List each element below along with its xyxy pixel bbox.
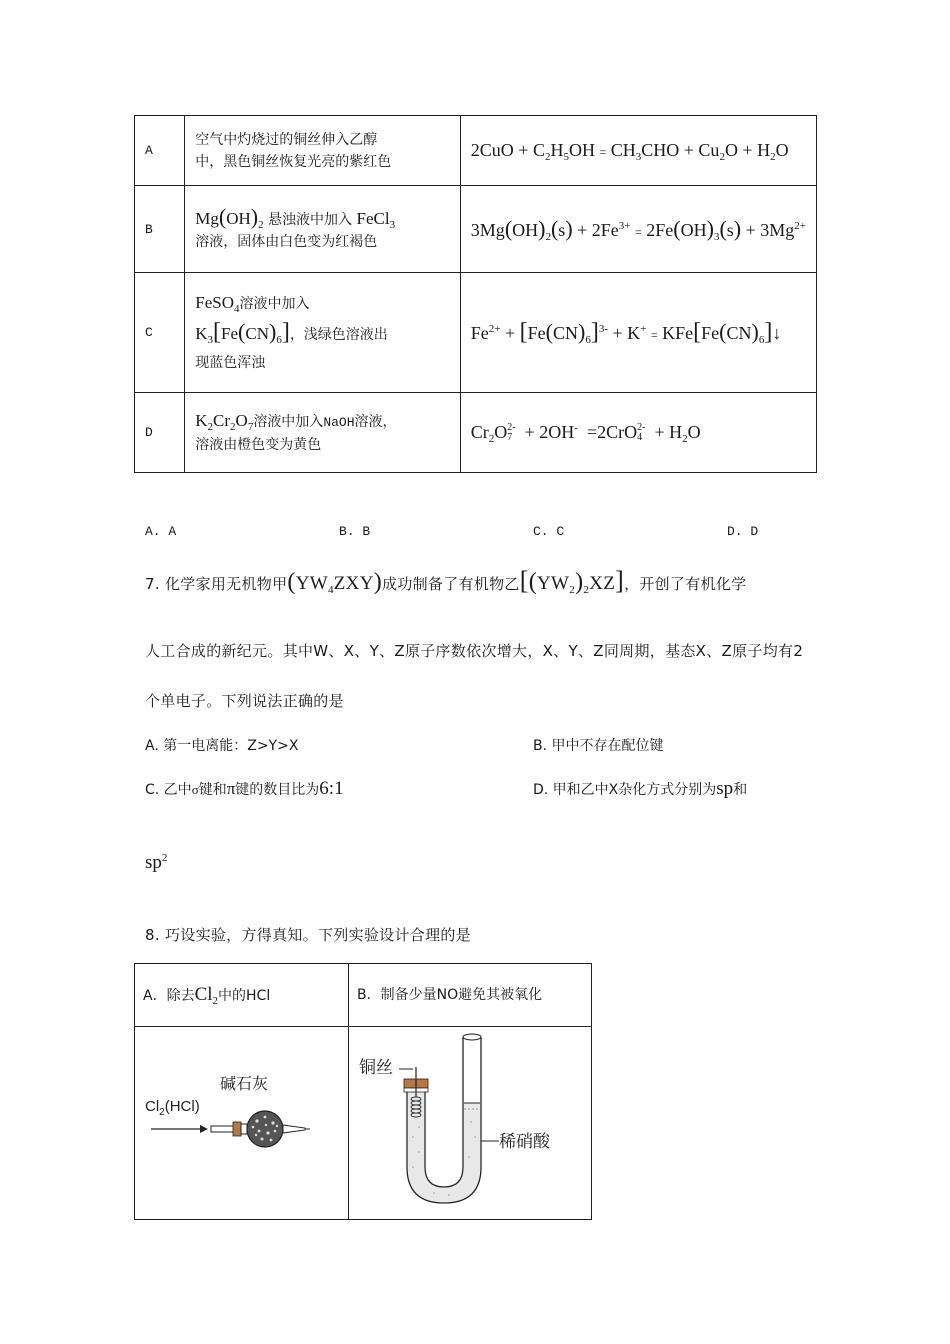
q7-option-b[interactable]: B. 甲中不存在配位键 (533, 738, 664, 754)
table-row (135, 393, 817, 473)
question-text: 成功制备了有机物乙 (382, 575, 520, 593)
header-text: A．除去 (143, 987, 195, 1004)
outlet-cone (283, 1125, 305, 1133)
gas-label: $Cl_2(HCl)$ (145, 1098, 200, 1118)
option-text: 键的数目比为 (235, 782, 320, 798)
row-equation (460, 116, 816, 186)
header-text: 中的HCl (218, 987, 271, 1004)
drying-tube-figure (135, 1027, 340, 1215)
row-label: C (135, 273, 185, 393)
hybrid-sp2: $sp^2$ (145, 852, 168, 873)
description-text: 溶液，固体由白色变为红褐色 (195, 233, 378, 250)
tube-rim (463, 1034, 481, 1040)
table-row (135, 186, 817, 273)
option-text: 和 (733, 782, 748, 798)
hybrid-sp: sp (716, 778, 734, 799)
wire-label: 铜丝 (359, 1058, 393, 1078)
description-text: 现蓝色浑浊 (195, 354, 266, 371)
question-7-line-1 (145, 566, 747, 596)
formula: $Cl_2$ (194, 983, 219, 1007)
description-text: 悬浊液中加入 (268, 211, 353, 228)
acid-label: 稀硝酸 (499, 1132, 550, 1152)
formula-jia: $(YW_4ZXY)$ (287, 569, 383, 596)
q7-option-a[interactable]: A. 第一电离能：Z>Y>X (145, 738, 299, 754)
row-description (185, 393, 461, 473)
row-description (185, 186, 461, 273)
pi-symbol: π (226, 779, 236, 798)
question-8-stem: 8. 巧设实验，方得真知。下列实验设计合理的是 (145, 926, 471, 944)
description-text: 溶液中加入 (239, 295, 310, 312)
question-text: ，开创了有机化学 (624, 575, 747, 593)
question-7-line-2: 人工合成的新纪元。其中W、X、Y、Z原子序数依次增大，X、Y、Z同周期，基态X、Z原子均有2 (145, 642, 804, 660)
u-tube-figure (349, 1027, 583, 1215)
tube-neck (241, 1124, 247, 1134)
equation: $2CuO + C_2H_5OH = CH_3CHO + Cu_2O + H_2O$ (470, 140, 789, 163)
equation: $3Mg(OH)_2(s) + 2Fe^{3+} = 2Fe(OH)_3(s) + 3Mg^{2+}$ (470, 216, 806, 243)
cell-a-header (135, 964, 349, 1027)
u-tube-inner (425, 1037, 463, 1187)
row-equation (460, 393, 816, 473)
formula: $K_2Cr_2O_7$ (195, 410, 254, 433)
stopper (233, 1122, 241, 1136)
option-text: D. 甲和乙中X杂化方式分别为 (533, 782, 717, 798)
description-text: 溶液中加入 (253, 413, 324, 430)
formula: $Mg(OH)_2$ (195, 203, 264, 231)
option-text: 键和 (198, 782, 227, 798)
formula-yi: $[(YW_2)_2XZ]$ (519, 566, 625, 596)
row-description (185, 116, 461, 186)
table-row (135, 116, 817, 186)
q7-option-d[interactable] (533, 778, 747, 801)
description-text: 溶液， (354, 413, 397, 430)
equation: $Fe^{2+} + [Fe(CN)_6]^{3-} + K^+$ = $KFe[Fe(CN)_6]↓$ (470, 319, 782, 346)
question-text: 7. 化学家用无机物甲 (145, 575, 288, 593)
answer-option-b[interactable]: B. B (339, 524, 371, 539)
sigma-symbol: σ (191, 782, 199, 797)
ratio-value: 6:1 (319, 778, 344, 799)
reagent-label: 碱石灰 (220, 1074, 269, 1093)
answer-option-a[interactable]: A. A (145, 524, 177, 539)
table-row (135, 273, 817, 393)
formula: $K_3[Fe(CN)_6]$ (195, 318, 290, 346)
description-text: 溶液由橙色变为黄色 (195, 436, 322, 453)
question-7-line-3: 个单电子。下列说法正确的是 (145, 692, 344, 710)
row-label: B (135, 186, 185, 273)
row-equation (460, 273, 816, 393)
formula: FeSO$_4$ (195, 292, 240, 315)
q7-option-c[interactable] (145, 778, 344, 801)
figure-a-cell (135, 1027, 349, 1220)
inlet-tube (211, 1126, 235, 1132)
description-text: 空气中灼烧过的铜丝伸入乙醇 (195, 131, 378, 148)
figure-b-cell (349, 1027, 592, 1220)
cell-b-header: B．制备少量NO避免其被氧化 (349, 964, 592, 1027)
answer-option-d[interactable]: D. D (727, 524, 759, 539)
arrow-head (200, 1125, 208, 1133)
formula: NaOH (323, 414, 355, 430)
row-description (185, 273, 461, 393)
equation: $Cr_2O$ 2- 7 + 2OH- =2CrO 2- 4 + $H_2O$ (470, 421, 701, 445)
row-label: A (135, 116, 185, 186)
description-text: 中，黑色铜丝恢复光亮的紫红色 (195, 153, 392, 170)
experiment-table (134, 963, 592, 1220)
row-label: D (135, 393, 185, 473)
option-text: C. 乙中 (145, 782, 192, 798)
description-text: ，浅绿色溶液出 (289, 326, 388, 343)
answer-option-c[interactable]: C. C (533, 524, 565, 539)
row-equation (460, 186, 816, 273)
reaction-table (134, 115, 817, 473)
formula: FeCl$_3$ (356, 208, 396, 231)
